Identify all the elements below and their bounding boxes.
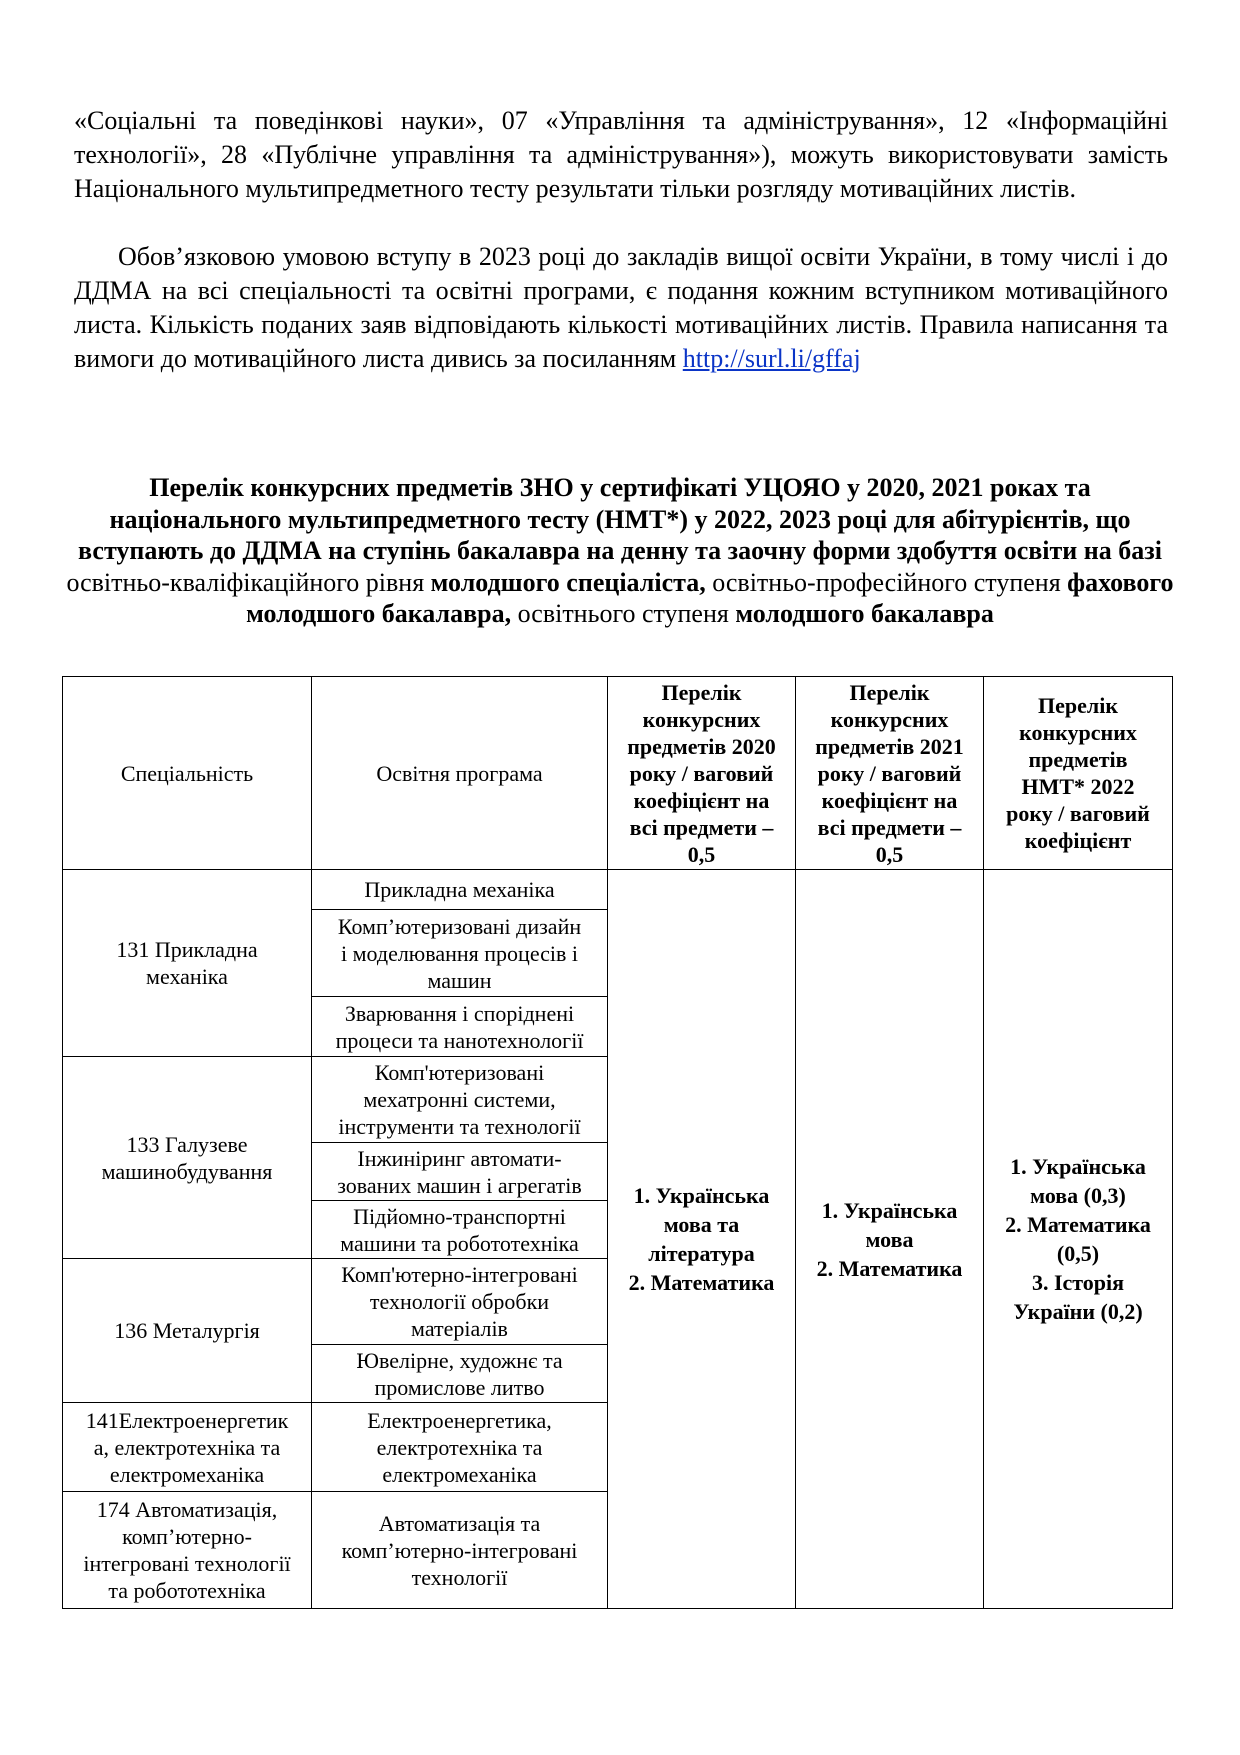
cell-line: технології обробки (369, 1289, 550, 1314)
cell-line: 1. Українська (821, 1197, 958, 1223)
header-program: Освітня програма (312, 677, 608, 870)
cell-line: електромеханіка (109, 1461, 265, 1487)
cell-line: машин (427, 967, 492, 993)
cell-line: електротехніка та (376, 1434, 543, 1460)
specialty-174 (63, 1492, 312, 1609)
cell-line: а, електротехніка та (93, 1434, 281, 1460)
cell-line: коефіцієнт (1024, 828, 1132, 853)
cell-line: предметів 2020 (627, 733, 776, 759)
table-header-row (63, 677, 1173, 870)
motivation-letter-link[interactable]: http://surl.li/gffaj (682, 344, 861, 373)
header-nmt2022 (984, 677, 1173, 870)
cell-line: Підйомно-транспортні (353, 1203, 566, 1229)
cell-line: інтегровані технології (83, 1551, 291, 1576)
paragraph-1: «Соціальні та поведінкові науки», 07 «Управління та адміністрування», 12 «Інформаційні технології», 28 «Публічне управління та адміністрування»), можуть використовувати замість Національного мультипредметного тесту результати тільки розгляду мотиваційних листів. (74, 106, 1168, 203)
cell-line: України (0,2) (1013, 1299, 1143, 1324)
heading-bold-2: молодшого спеціаліста, (430, 567, 706, 597)
cell-line: коефіцієнт на (633, 787, 770, 813)
cell-line: комп’ютерно-інтегровані (341, 1537, 578, 1563)
cell-line: НМТ* 2022 (1021, 774, 1135, 799)
cell-line: зованих машин і агрегатів (337, 1172, 582, 1198)
cell-line: коефіцієнт на (821, 787, 958, 813)
cell-line: 141Електроенергетик (85, 1407, 289, 1433)
cell-line: року / ваговий (1006, 801, 1150, 826)
cell-line: Комп'ютерно-інтегровані (341, 1262, 578, 1287)
header-2021 (796, 677, 984, 870)
specialty-131 (63, 870, 312, 1057)
program-computer-design (312, 910, 608, 997)
cell-line: 0,5 (875, 841, 904, 867)
program-mechatronic-systems (312, 1057, 608, 1143)
specialty-136: 136 Металургія (63, 1259, 312, 1403)
header-specialty: Спеціальність (63, 677, 312, 870)
cell-line: Інжиніринг автомати- (357, 1145, 562, 1171)
heading-normal-2: освітньо-професійного ступеня (705, 567, 1068, 597)
cell-line: мова (865, 1226, 914, 1252)
cell-line: 133 Галузеве (126, 1131, 248, 1157)
header-2020 (608, 677, 796, 870)
cell-line: 131 Прикладна (116, 937, 258, 962)
program-computer-integrated-processing (312, 1259, 608, 1345)
subjects-nmt2022 (984, 870, 1173, 1609)
cell-line: електромеханіка (382, 1461, 537, 1487)
cell-line: машинобудування (101, 1158, 273, 1184)
cell-line: Перелік (661, 679, 742, 705)
cell-line: предметів (1028, 747, 1128, 772)
paragraph-2-text: Обов’язковою умовою вступу в 2023 році до закладів вищої освіти України, в тому числі і до ДДМА на всі спеціальності та освітні програми, є подання кожним вступником мотиваційного листа. Кількість поданих заяв відповідають кількості мотиваційних листів. Правила написання та вимоги до мотиваційного листа дивись за посиланням (74, 242, 1168, 373)
cell-line: конкурсних (642, 706, 761, 732)
program-automation (312, 1492, 608, 1609)
cell-line: комп’ютерно- (122, 1524, 252, 1549)
cell-line: механіка (146, 964, 228, 989)
subjects-table (62, 676, 1173, 1609)
cell-line: процеси та нанотехнології (335, 1027, 584, 1053)
cell-line: року / ваговий (629, 760, 774, 786)
cell-line: 2. Математика (1005, 1212, 1151, 1237)
heading-normal-3: освітнього ступеня (511, 599, 736, 628)
cell-line: 1. Українська (1010, 1154, 1146, 1179)
cell-line: 1. Українська (633, 1183, 770, 1208)
program-jewelry-casting (312, 1345, 608, 1403)
cell-line: інструменти та технології (338, 1114, 581, 1139)
cell-line: 3. Історія (1031, 1270, 1125, 1295)
cell-line: Комп’ютеризовані дизайн (337, 913, 582, 939)
cell-line: Комп'ютеризовані (374, 1060, 545, 1085)
program-welding (312, 997, 608, 1057)
cell-line: 0,5 (687, 841, 716, 867)
cell-line: та робототехніка (108, 1578, 266, 1603)
cell-line: Зварювання і споріднені (344, 1000, 575, 1026)
cell-line: мехатронні системи, (363, 1087, 556, 1112)
cell-line: Електроенергетика, (367, 1407, 552, 1433)
program-applied-mechanics (312, 870, 608, 910)
cell-line: промислове литво (374, 1374, 545, 1400)
cell-line: машини та робототехніка (340, 1230, 579, 1256)
cell-line: Прикладна механіка (364, 877, 555, 902)
program-engineering-automated-machines (312, 1143, 608, 1201)
heading-bold-4: молодшого бакалавра (735, 599, 994, 628)
cell-line: всі предмети – (629, 814, 774, 840)
table-heading (62, 472, 1178, 630)
cell-line: Автоматизація та (378, 1510, 541, 1536)
cell-line: мова (0,3) (1030, 1183, 1126, 1208)
specialty-141 (63, 1403, 312, 1492)
subjects-2020 (608, 870, 796, 1609)
cell-line: конкурсних (830, 706, 949, 732)
subjects-2021 (796, 870, 984, 1609)
table-row (63, 870, 1173, 910)
cell-line: (0,5) (1056, 1241, 1100, 1266)
specialty-133 (63, 1057, 312, 1259)
cell-line: 174 Автоматизація, (96, 1497, 278, 1522)
cell-line: 2. Математика (628, 1270, 775, 1295)
cell-line: предметів 2021 (815, 733, 964, 759)
cell-line: 2. Математика (816, 1255, 963, 1281)
program-lifting-transport-machines (312, 1201, 608, 1259)
paragraph-2 (74, 240, 1168, 376)
cell-line: всі предмети – (817, 814, 962, 840)
cell-line: мова та (663, 1212, 740, 1237)
cell-line: технології (411, 1564, 508, 1590)
heading-normal-1: освітньо-кваліфікаційного рівня (66, 567, 431, 597)
cell-line: і моделювання процесів і (340, 940, 579, 966)
heading-bold-1: Перелік конкурсних предметів ЗНО у сертифікаті УЦОЯО у 2020, 2021 роках та національного мультипредметного тесту (НМТ*) у 2022, 2023 році для абітурієнтів, що вступають до ДДМА на ступінь бакалавра на денну та заочну форми здобуття освіти на базі (78, 473, 1162, 565)
cell-line: матеріалів (411, 1316, 508, 1341)
cell-line: конкурсних (1019, 720, 1137, 745)
cell-line: Перелік (1037, 693, 1118, 718)
cell-line: Перелік (849, 679, 930, 705)
cell-line: література (648, 1241, 755, 1266)
cell-line: Ювелірне, художнє та (356, 1347, 563, 1373)
cell-line: року / ваговий (817, 760, 962, 786)
program-electrical-engineering (312, 1403, 608, 1492)
heading-bold-3: фахового молодшого бакалавра, (246, 567, 1174, 628)
